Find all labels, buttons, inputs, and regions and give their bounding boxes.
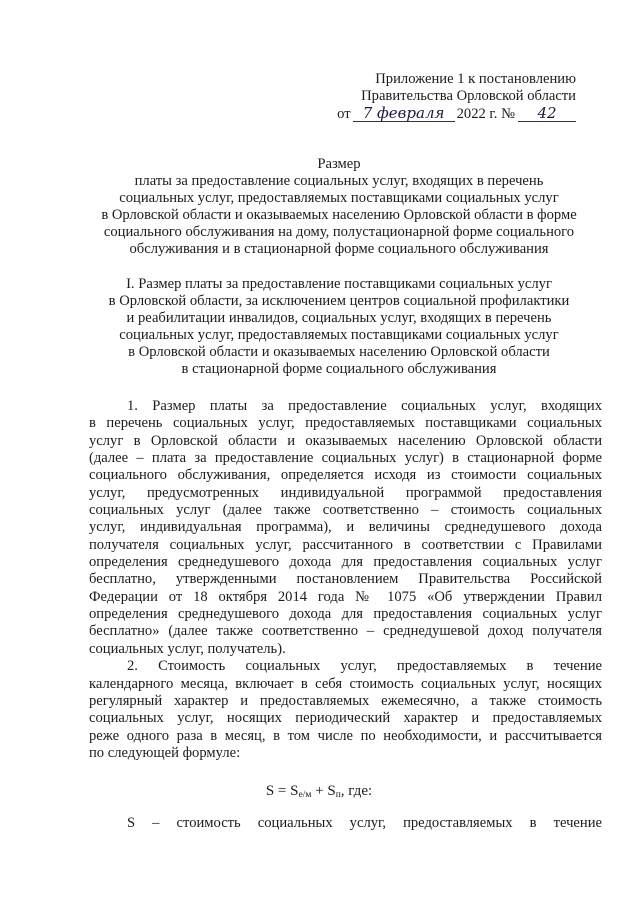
title-heading: Размер <box>317 156 361 172</box>
definition-line: S – стоимость социальных услуг, предоставляемых в течение <box>127 815 602 831</box>
paragraph-2-line: регулярный характер и предоставляемых ежемесячно, а также стоимость <box>89 692 602 709</box>
year-and-number-label: 2022 г. № <box>456 106 515 122</box>
paragraph-1-line: в перечень социальных услуг, предоставляемых поставщиками социальных <box>89 415 602 432</box>
formula-tail: , где: <box>340 783 373 799</box>
appendix-header <box>0 71 576 122</box>
paragraph-1-line: 1. Размер платы за предоставление социальных услуг, входящих <box>127 398 602 414</box>
date-prefix: от <box>337 106 351 122</box>
formula-lhs: S = S <box>265 783 299 799</box>
section-heading-line: в стационарной форме социального обслуживания <box>181 361 497 377</box>
body-text <box>89 398 602 762</box>
section-heading-line: в Орловской области, за исключением центров социальной профилактики <box>108 293 570 309</box>
formula-subscript-monthly: е/м <box>298 790 312 800</box>
paragraph-1-line: услуг в Орловской области и оказываемых населению Орловской области <box>89 432 602 449</box>
paragraph-2-line: социальных услуг, носящих периодический характер и предоставляемых <box>89 710 602 727</box>
paragraph-1-line: (далее – плата за предоставление социальных услуг) в стационарной форме <box>89 450 602 467</box>
paragraph-1-line: определения среднедушевого дохода для предоставления социальных услуг <box>89 554 602 571</box>
handwritten-date: 7 февраля <box>353 105 455 122</box>
paragraph-1-line: социальных услуг, получатель). <box>89 640 286 657</box>
paragraph-2-line: по следующей формуле: <box>89 744 241 761</box>
paragraph-2-line: 2. Стоимость социальных услуг, предоставляемых в течение <box>127 658 602 675</box>
paragraph-2-line: календарного месяца, включает в себя стоимость социальных услуг, носящих <box>89 675 602 692</box>
paragraph-1-line: Федерации от 18 октября 2014 года № 1075 «Об утверждении Правил <box>89 588 602 605</box>
paragraph-1-line: бесплатно, утвержденными постановлением Правительства Российской <box>89 571 602 588</box>
section-heading-line: в Орловской области и оказываемых населению Орловской области <box>128 344 550 360</box>
appendix-line-2: Правительства Орловской области <box>361 88 576 104</box>
paragraph-1-line: услуг, индивидуальная программа), и величины среднедушевого дохода <box>89 519 602 536</box>
title-line: социального обслуживания на дому, полустационарной форме социального <box>103 224 575 240</box>
section-1-heading <box>40 276 638 378</box>
title-line: социальных услуг, предоставляемых поставщиками социальных услуг <box>119 190 559 206</box>
paragraph-1-line: определения среднедушевого дохода для предоставления социальных услуг <box>89 606 602 623</box>
handwritten-number: 42 <box>518 105 576 122</box>
section-heading-line: и реабилитации инвалидов, социальных услуг, входящих в перечень <box>126 310 552 326</box>
appendix-line-1: Приложение 1 к постановлению <box>375 71 576 87</box>
section-heading-line: социальных услуг, предоставляемых поставщиками социальных услуг <box>119 327 559 343</box>
appendix-date-line <box>0 105 576 122</box>
document-title <box>40 156 638 258</box>
formula-plus: + S <box>311 783 336 799</box>
paragraph-1-line: бесплатно» (далее также соответственно – среднедушевой доход получателя <box>89 623 602 640</box>
title-line: обслуживания и в стационарной форме социального обслуживания <box>129 241 549 257</box>
paragraph-1-line: социальных услуг (далее также соответственно – стоимость социальных <box>89 502 602 519</box>
paragraph-1-line: услуг, предусмотренных индивидуальной программой предоставления <box>89 484 602 501</box>
paragraph-1-line: получателя социальных услуг, рассчитанного в соответствии с Правилами <box>89 536 602 553</box>
cost-formula <box>0 783 638 804</box>
section-heading-line: I. Размер платы за предоставление поставщиками социальных услуг <box>126 276 552 292</box>
paragraph-2-line: реже одного раза в месяц, в том числе по необходимости, и рассчитывается <box>89 727 602 744</box>
formula-subscript-periodic: п <box>335 790 341 800</box>
paragraph-1-line: социального обслуживания, определяется исходя из стоимости социальных <box>89 467 602 484</box>
title-line: платы за предоставление социальных услуг, входящих в перечень <box>134 173 544 189</box>
title-line: в Орловской области и оказываемых населению Орловской области в форме <box>101 207 577 223</box>
